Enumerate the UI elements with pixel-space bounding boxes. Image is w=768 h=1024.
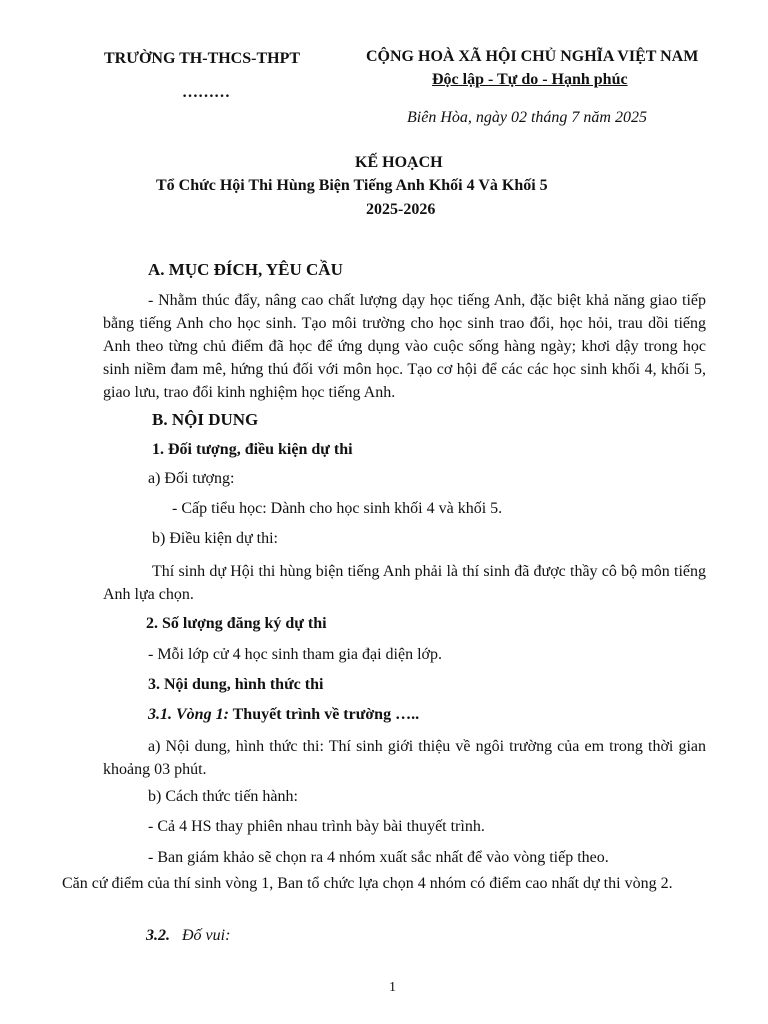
section-b-heading: B. NỘI DUNG (152, 410, 259, 429)
subsection-31-label: 3.1. Vòng 1: (148, 706, 229, 723)
subsection-1b-label: b) Điều kiện dự thi: (152, 530, 278, 547)
school-name: TRƯỜNG TH-THCS-THPT (104, 50, 301, 67)
subsection-1a-item: - Cấp tiểu học: Dành cho học sinh khối 4 và khối 5. (172, 500, 503, 517)
section-a-paragraph (103, 289, 706, 404)
subsection-32-title: Đố vui: (182, 927, 231, 944)
subsection-31-title: Thuyết trình về trường ….. (228, 706, 420, 723)
section-a-heading: A. MỤC ĐÍCH, YÊU CẦU (148, 260, 343, 279)
place-date: Biên Hòa, ngày 02 tháng 7 năm 2025 (407, 109, 647, 126)
subsection-31b-item-2: - Ban giám khảo sẽ chọn ra 4 nhóm xuất sắc nhất để vào vòng tiếp theo. (148, 849, 609, 866)
subsection-31-heading (148, 706, 419, 724)
subsection-32-label: 3.2. (146, 927, 170, 944)
subsection-2-text: - Mỗi lớp cử 4 học sinh tham gia đại diện lớp. (148, 646, 442, 663)
subsection-31b-note: Căn cứ điểm của thí sinh vòng 1, Ban tổ chức lựa chọn 4 nhóm có điểm cao nhất dự thi vòng 2. (62, 875, 673, 892)
school-name-placeholder: ……… (182, 84, 230, 101)
subsection-1a-label: a) Đối tượng: (148, 470, 235, 487)
subsection-31a-paragraph (103, 735, 706, 781)
section-a-text: - Nhằm thúc đẩy, nâng cao chất lượng dạy học tiếng Anh, đặc biệt khả năng giao tiếp bằng tiếng Anh cho học sinh. Tạo môi trường cho học sinh trao đổi, học hỏi, trau dồi tiếng Anh theo từng chủ điểm đã học để ứng dụng vào cuộc sống hàng ngày; khơi dậy trong học sinh niềm đam mê, hứng thú đối với môn học. Tạo cơ hội để các các học sinh khối 4, khối 5, giao lưu, trao đổi kinh nghiệm học tiếng Anh. (103, 292, 706, 401)
subsection-3-heading: 3. Nội dung, hình thức thi (148, 676, 324, 693)
subsection-1b-text: Thí sinh dự Hội thi hùng biện tiếng Anh phải là thí sinh đã được thầy cô bộ môn tiếng Anh lựa chọn. (103, 563, 706, 603)
nation-title: CỘNG HOÀ XÃ HỘI CHỦ NGHĨA VIỆT NAM (366, 48, 699, 65)
subsection-31b-label: b) Cách thức tiến hành: (148, 788, 298, 805)
subsection-2-heading: 2. Số lượng đăng ký dự thi (146, 615, 327, 632)
motto: Độc lập - Tự do - Hạnh phúc (432, 71, 628, 88)
subsection-32-heading (146, 927, 230, 945)
page-number: 1 (389, 980, 396, 995)
subsection-1-heading: 1. Đối tượng, điều kiện dự thi (152, 441, 353, 458)
subsection-31a-text: a) Nội dung, hình thức thi: Thí sinh giới thiệu về ngôi trường của em trong thời gian khoảng 03 phút. (103, 738, 706, 778)
doc-subtitle: Tổ Chức Hội Thi Hùng Biện Tiếng Anh Khối 4 Và Khối 5 (156, 177, 548, 194)
doc-title: KẾ HOẠCH (355, 154, 443, 171)
doc-year: 2025-2026 (366, 201, 436, 218)
subsection-31b-item-1: - Cả 4 HS thay phiên nhau trình bày bài thuyết trình. (148, 818, 485, 835)
subsection-1b-paragraph (103, 560, 706, 606)
